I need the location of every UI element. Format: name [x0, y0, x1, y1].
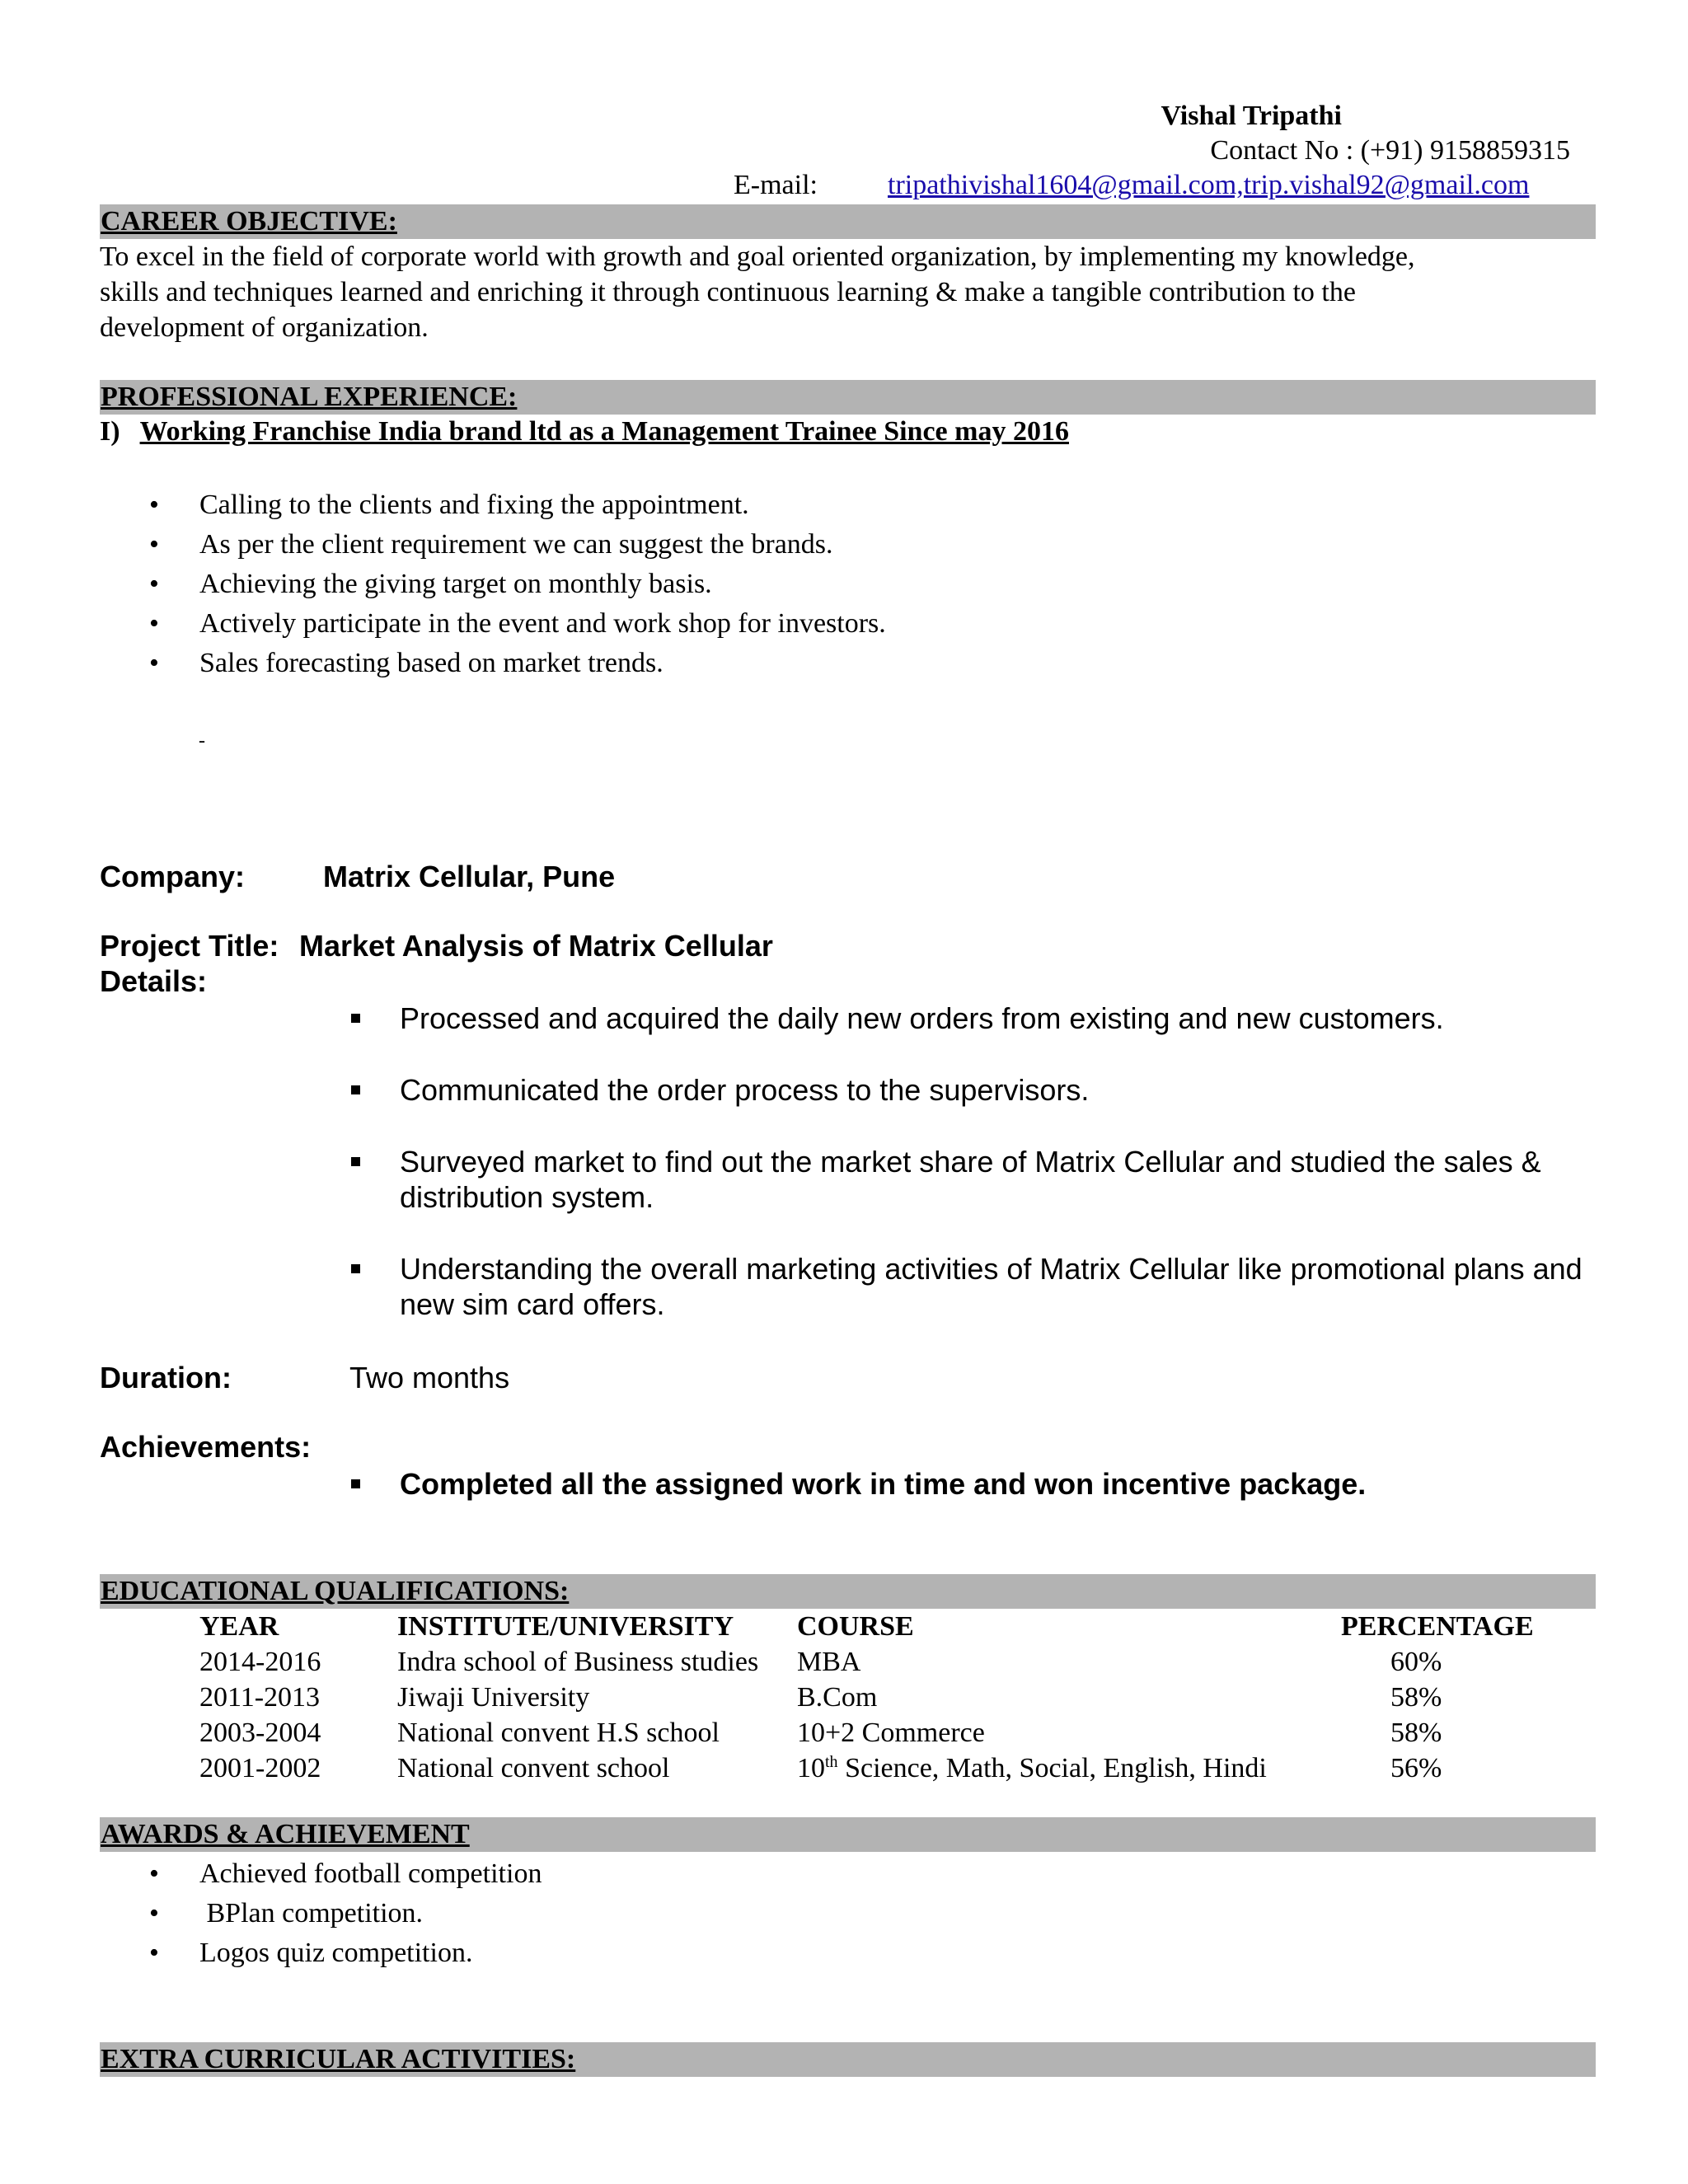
percentage-cell: 58% — [1390, 1682, 1442, 1713]
list-item: • Calling to the clients and fixing the appointment. — [100, 485, 886, 525]
extra-curricular-heading-bar — [100, 2042, 1596, 2077]
table-row — [199, 1715, 1572, 1750]
email-link[interactable]: tripathivishal1604@gmail.com,trip.vishal92@gmail.com — [888, 170, 1530, 200]
details-label: Details: — [100, 964, 208, 998]
objective-line: To excel in the field of corporate world with growth and goal oriented organization, by implementing my knowledge, — [100, 241, 1415, 272]
institute-cell: National convent H.S school — [397, 1718, 720, 1748]
institute-cell: Indra school of Business studies — [397, 1647, 759, 1677]
list-item: Communicated the order process to the supervisors. — [349, 1072, 1603, 1108]
list-item: • BPlan competition. — [100, 1894, 542, 1933]
awards-list — [100, 1854, 542, 1973]
job-title-line — [100, 416, 1069, 448]
education-table — [199, 1609, 1572, 1786]
education-heading: EDUCATIONAL QUALIFICATIONS: — [101, 1576, 570, 1606]
job-title: Working Franchise India brand ltd as a Management Trainee Since may 2016 — [139, 416, 1069, 447]
list-item: Processed and acquired the daily new orders from existing and new customers. — [349, 1001, 1603, 1036]
list-item: • Achieved football competition — [100, 1854, 542, 1894]
column-header: PERCENTAGE — [1341, 1611, 1534, 1642]
year-cell: 2014-2016 — [199, 1647, 321, 1677]
table-row — [199, 1680, 1572, 1715]
company-label: Company: — [100, 860, 246, 893]
career-objective-text — [100, 239, 1596, 345]
duration-label: Duration: — [100, 1361, 232, 1394]
course-cell: MBA — [797, 1647, 861, 1677]
course-cell: B.Com — [797, 1682, 878, 1713]
course-cell: 10+2 Commerce — [797, 1718, 985, 1748]
institute-cell: National convent school — [397, 1753, 670, 1783]
extra-curricular-heading: EXTRA CURRICULAR ACTIVITIES: — [101, 2044, 576, 2074]
email-label: E-mail: — [734, 170, 818, 200]
column-header: COURSE — [797, 1611, 914, 1642]
job-number: I) — [100, 416, 120, 447]
company-value: Matrix Cellular, Pune — [323, 860, 616, 893]
objective-line: development of organization. — [100, 312, 429, 343]
table-header-row — [199, 1609, 1572, 1644]
institute-cell: Jiwaji University — [397, 1682, 590, 1713]
achievements-label: Achievements: — [100, 1430, 312, 1464]
education-heading-bar — [100, 1574, 1596, 1609]
candidate-name: Vishal Tripathi — [1160, 101, 1342, 131]
course-rest: Science, Math, Social, English, Hindi — [837, 1753, 1267, 1783]
list-item: • As per the client requirement we can suggest the brands. — [100, 525, 886, 565]
project-details-list — [349, 1001, 1603, 1322]
percentage-cell: 56% — [1390, 1753, 1442, 1783]
company-row — [100, 860, 245, 894]
duration-value: Two months — [349, 1361, 510, 1394]
stray-dash: - — [199, 730, 205, 752]
course-cell — [797, 1750, 1341, 1786]
percentage-cell: 58% — [1390, 1718, 1442, 1748]
column-header: YEAR — [199, 1611, 279, 1642]
list-item: • Achieving the giving target on monthly basis. — [100, 565, 886, 604]
project-title-value: Market Analysis of Matrix Cellular — [299, 929, 773, 963]
table-row — [199, 1750, 1572, 1786]
professional-experience-heading-bar — [100, 380, 1596, 415]
list-item: • Sales forecasting based on market trends. — [100, 644, 886, 683]
list-item: Completed all the assigned work in time and won incentive package. — [349, 1466, 1603, 1502]
job-responsibilities-list — [100, 485, 886, 683]
year-cell: 2003-2004 — [199, 1718, 321, 1748]
awards-heading: AWARDS & ACHIEVEMENT — [101, 1819, 470, 1849]
contact-number: Contact No : (+91) 9158859315 — [1210, 135, 1570, 166]
percentage-cell: 60% — [1390, 1647, 1442, 1677]
list-item: Understanding the overall marketing activities of Matrix Cellular like promotional plans and new sim card offers. — [349, 1251, 1603, 1322]
career-objective-heading-bar — [100, 204, 1596, 239]
career-objective-heading: CAREER OBJECTIVE: — [101, 206, 397, 237]
column-header: INSTITUTE/UNIVERSITY — [397, 1611, 734, 1642]
list-item: • Actively participate in the event and work shop for investors. — [100, 604, 886, 644]
project-title-label: Project Title: — [100, 929, 279, 963]
list-item: Surveyed market to find out the market share of Matrix Cellular and studied the sales & distribution system. — [349, 1144, 1603, 1215]
professional-experience-heading: PROFESSIONAL EXPERIENCE: — [101, 382, 518, 412]
course-superscript: th — [825, 1753, 838, 1771]
table-row — [199, 1644, 1572, 1680]
year-cell: 2011-2013 — [199, 1682, 321, 1713]
awards-heading-bar — [100, 1817, 1596, 1852]
year-cell: 2001-2002 — [199, 1753, 321, 1783]
course-prefix: 10 — [797, 1753, 825, 1783]
objective-line: skills and techniques learned and enriching it through continuous learning & make a tangible contribution to the — [100, 277, 1356, 307]
list-item: • Logos quiz competition. — [100, 1933, 542, 1973]
achievements-list — [349, 1466, 1603, 1502]
